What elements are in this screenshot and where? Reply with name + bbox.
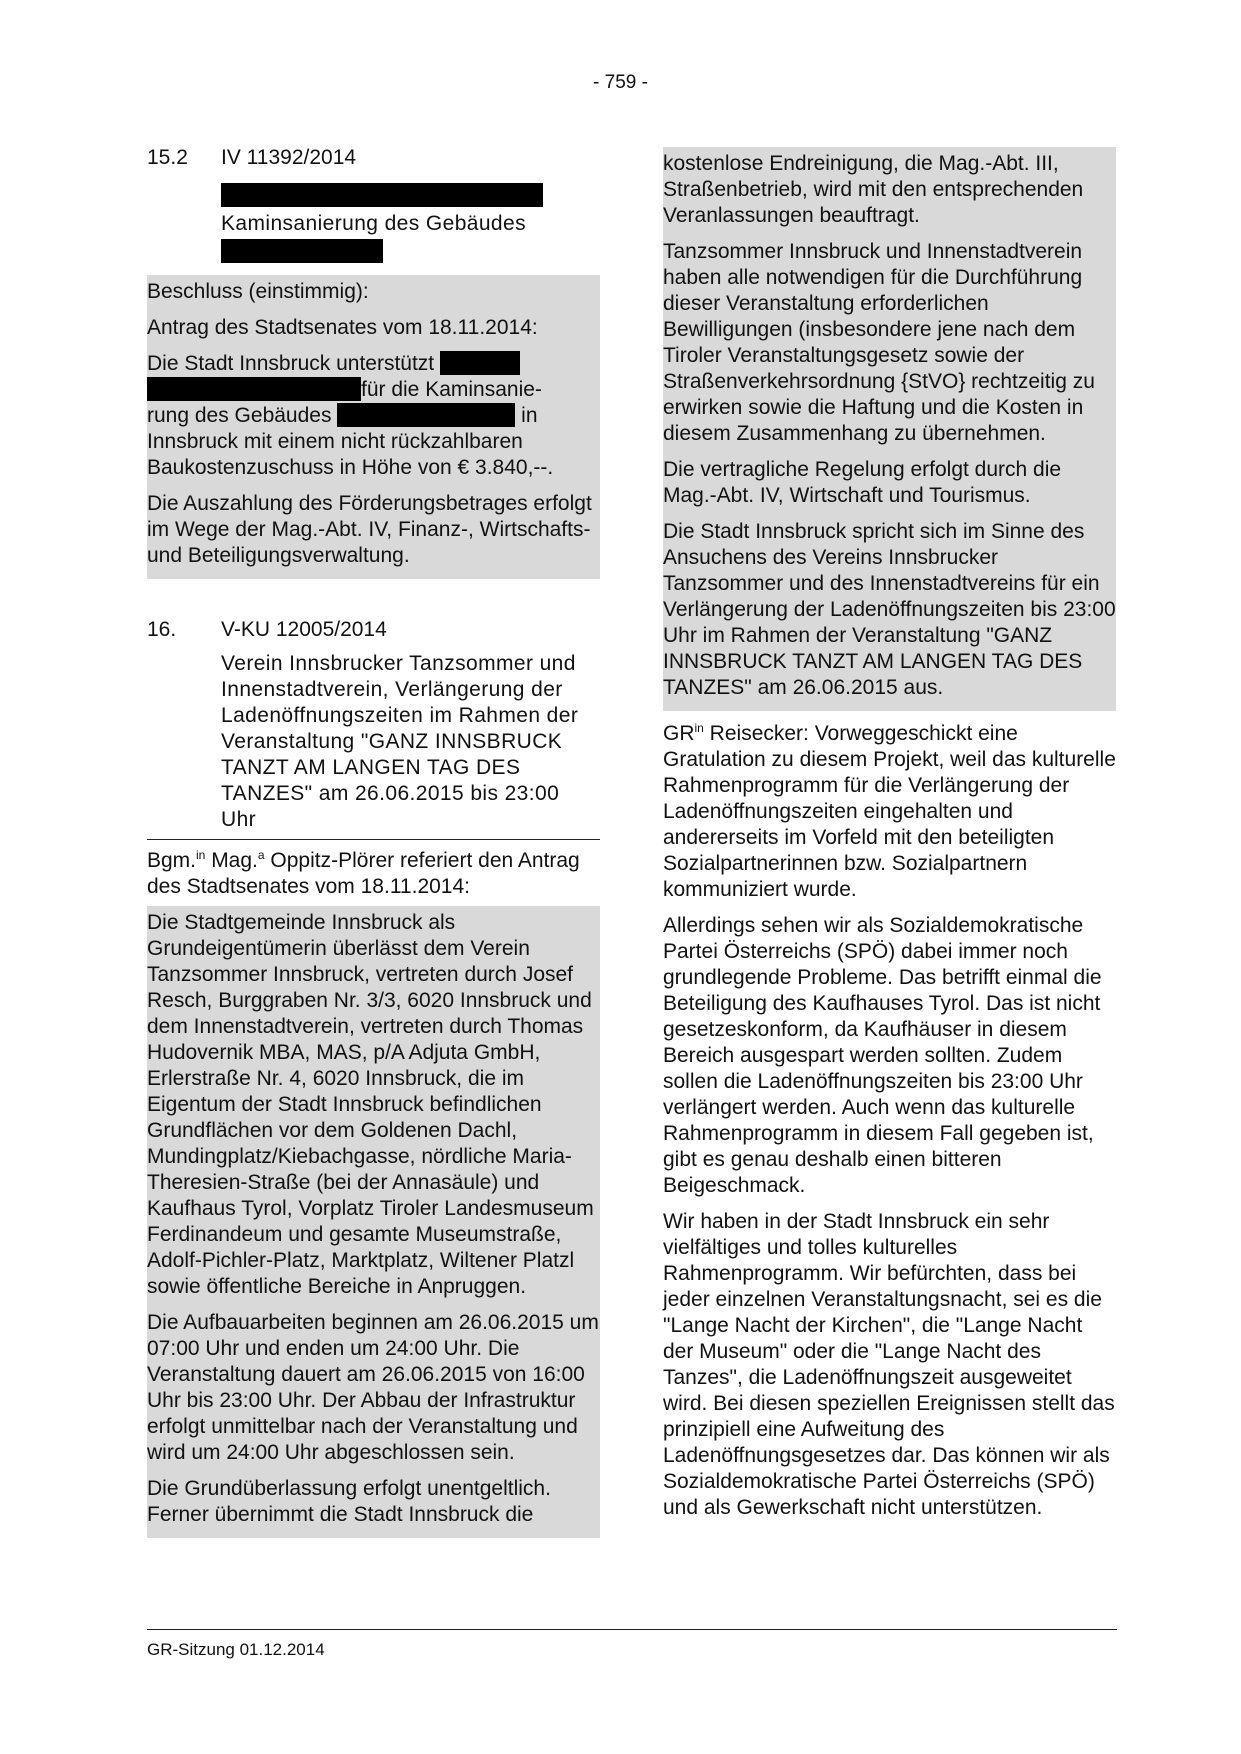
item-title: Verein Innsbrucker Tanzsommer und Innenstadtverein, Verlängerung der Ladenöffnungszeiten im Rahmen der Veranstaltung "GANZ INNSBRUCK TANZT AM LANGEN TAG DES TANZES" am 26.06.2015 bis 23:00 Uhr — [221, 652, 579, 831]
decision-paragraph: Die Stadt Innsbruck unterstützt für die Kaminsanie- rung des Gebäudes in Innsbruck mit einem nicht rückzahlbaren Baukostenzuschuss in Höhe von € 3.840,--. — [147, 352, 554, 479]
motion-line: Antrag des Stadtsenates vom 18.11.2014: — [147, 316, 538, 339]
debate-block — [663, 721, 1116, 1521]
item-16-title-block — [147, 643, 600, 840]
item-code: IV 11392/2014 — [221, 146, 357, 169]
item-15-2-header — [147, 145, 600, 171]
referral-line: Bgm.$^{in}$ Mag.$^a$ Oppitz-Plörer referiert den Antrag des Stadtsenates vom 18.11.2014: — [147, 848, 580, 898]
redaction-bar — [221, 183, 543, 207]
item-code: V-KU 12005/2014 — [221, 618, 387, 641]
redaction-bar — [337, 403, 515, 427]
motion-paragraph: Die Stadtgemeinde Innsbruck als Grundeigentümerin überlässt dem Verein Tanzsommer Innsbruck, vertreten durch Josef Resch, Burggraben Nr. 3/3, 6020 Innsbruck und dem Innenstadtverein, vertreten durch Thomas Hudovernik MBA, MAS, p/A Adjuta GmbH, Erlerstraße Nr. 4, 6020 Innsbruck, die im Eigentum der Stadt Innsbruck befindlichen Grundflächen vor dem Goldenen Dachl, Mundingplatz/Kiebachgasse, nördliche Maria-Theresien-Straße (bei der Annasäule) und Kaufhaus Tyrol, Vorplatz Tiroler Landesmuseum Ferdinandeum und gesamte Museumstraße, Adolf-Pichler-Platz, Marktplatz, Wiltener Platzl sowie öffentliche Bereiche in Anpruggen. — [147, 911, 594, 1298]
debate-paragraph: Wir haben in der Stadt Innsbruck ein sehr vielfältiges und tolles kulturelles Rahmenprogramm. Wir befürchten, dass bei jeder einzelnen Veranstaltungsnacht, sei es die "Lange Nacht der Kirchen", die "Lange Nacht der Museum" oder die "Lange Nacht des Tanzes", die Ladenöffnungszeit ausgeweitet wird. Bei diesen speziellen Ereignissen stellt das prinzipiell eine Aufweitung des Ladenöffnungsgesetzes dar. Das können wir als Sozialdemokratische Partei Österreichs (SPÖ) und als Gewerkschaft nicht unterstützen. — [663, 1210, 1115, 1519]
motion-paragraph: Die Grundüberlassung erfolgt unentgeltlich. Ferner übernimmt die Stadt Innsbruck die — [147, 1477, 551, 1526]
left-column — [147, 145, 600, 1538]
item-16-header — [147, 617, 600, 643]
redaction-bar — [440, 351, 520, 375]
item-15-2-title — [221, 183, 600, 265]
decision-block — [147, 275, 600, 579]
motion-paragraph: Tanzsommer Innsbruck und Innenstadtverein haben alle notwendigen für die Durchführung dieser Veranstaltung erforderlichen Bewilligungen (insbesondere jene nach dem Tiroler Veranstaltungsgesetz sowie der Straßenverkehrsordnung {StVO} rechtzeitig zu erwirken sowie die Haftung und die Kosten in diesem Zusammenhang zu übernehmen. — [663, 240, 1095, 445]
item-number: 15.2 — [147, 146, 188, 169]
item-title: Kaminsanierung des Gebäudes — [221, 212, 526, 235]
motion-paragraph: Die Stadt Innsbruck spricht sich im Sinne des Ansuchens des Vereins Innsbrucker Tanzsommer und des Innenstadtvereins für ein Verlängerung der Ladenöffnungszeiten bis 23:00 Uhr im Rahmen der Veranstaltung "GANZ INNSBRUCK TANZT AM LANGEN TAG DES TANZES" am 26.06.2015 aus. — [663, 520, 1116, 699]
redaction-bar — [147, 377, 361, 401]
footer-session: GR-Sitzung 01.12.2014 — [147, 1640, 325, 1659]
motion-paragraph: Die vertragliche Regelung erfolgt durch die Mag.-Abt. IV, Wirtschaft und Tourismus. — [663, 458, 1062, 507]
footer-rule — [147, 1629, 1117, 1630]
item-number: 16. — [147, 618, 177, 641]
motion-paragraph: kostenlose Endreinigung, die Mag.-Abt. III, Straßenbetrieb, wird mit den entsprechenden Veranlassungen beauftragt. — [663, 152, 1084, 227]
speaker-paragraph: $GR^{in}$ Reisecker: Vorweggeschickt eine Gratulation zu diesem Projekt, weil das kulturelle Rahmenprogramm für die Verlängerung der Ladenöffnungszeiten eingehalten und andererseits im Vorfeld mit den beteiligten Sozialpartnerinnen bzw. Sozialpartnern kommuniziert wurde. — [663, 721, 1116, 901]
page-number: - 759 - — [593, 72, 648, 93]
motion-text-block — [147, 906, 600, 1538]
redaction-bar — [221, 239, 383, 263]
motion-paragraph: Die Aufbauarbeiten beginnen am 26.06.2015 um 07:00 Uhr und enden um 24:00 Uhr. Die Veranstaltung dauert am 26.06.2015 von 16:00 Uhr bis 23:00 Uhr. Der Abbau der Infrastruktur erfolgt unmittelbar nach der Veranstaltung und wird um 24:00 Uhr abgeschlossen sein. — [147, 1311, 599, 1464]
motion-text-continued — [663, 147, 1116, 711]
decision-label: Beschluss (einstimmig): — [147, 280, 369, 303]
right-column — [663, 147, 1116, 1531]
debate-paragraph: Allerdings sehen wir als Sozialdemokratische Partei Österreichs (SPÖ) dabei immer noch grundlegende Probleme. Das betrifft einmal die Beteiligung des Kaufhauses Tyrol. Das ist nicht gesetzeskonform, da Kaufhäuser in diesem Bereich ausgespart werden sollten. Zudem sollen die Ladenöffnungszeiten bis 23:00 Uhr verlängert werden. Auch wenn das kulturelle Rahmenprogramm in diesem Fall gegeben ist, gibt es genau deshalb einen bitteren Beigeschmack. — [663, 914, 1102, 1197]
decision-paragraph: Die Auszahlung des Förderungsbetrages erfolgt im Wege der Mag.-Abt. IV, Finanz-, Wirtschafts- und Beteiligungsverwaltung. — [147, 492, 592, 567]
